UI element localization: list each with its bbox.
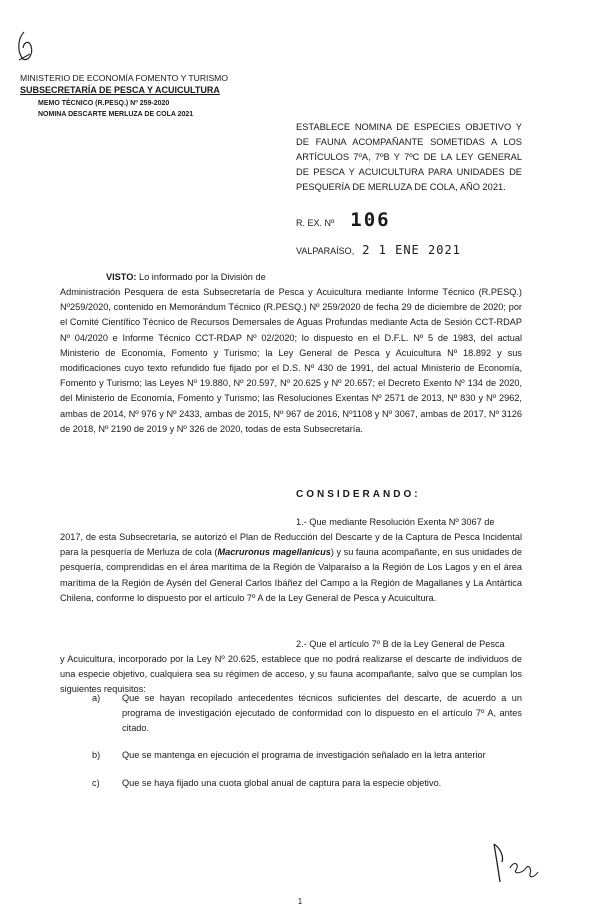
requirement-item [92, 776, 522, 791]
handwritten-signature [486, 838, 546, 890]
visto-first-line [106, 270, 522, 285]
ministry-name: MINISTERIO DE ECONOMÍA FOMENTO Y TURISMO [20, 73, 229, 83]
considerando-1-first-line: 1.- Que mediante Resolución Exenta Nº 3067 de [296, 517, 495, 527]
considerando-heading: CONSIDERANDO: [296, 489, 421, 500]
requirement-item [92, 748, 522, 763]
city: VALPARAÍSO, [296, 246, 355, 256]
visto-first-text: Lo informado por la División de [139, 272, 266, 282]
considerando-2-body: y Acuicultura, incorporado por la Ley Nº 20.625, establece que no podrá realizarse el descarte de individuos de una especie objetivo, cualquiera sea su régimen de acceso, y su fauna acompañante, salvo que se cumplan los siguientes requisitos: [60, 654, 522, 695]
date-stamp: 2 1 ENE 2021 [362, 243, 461, 257]
species-name: Macruronus magellanicus [217, 547, 331, 558]
visto-body: Administración Pesquera de esta Subsecretaría de Pesca y Acuicultura mediante Informe Técnico (R.PESQ.) Nº259/2020, contenido en Memorándum Técnico (R.PESQ.) Nº 259/2020 de fecha 29 de diciembre de 2020; por el Comité Científico Técnico de Recursos Demersales de Aguas Profundas mediante Acta de Sesión CCT-RDAP Nº 04/2020 e Informe Técnico CCT-RDAP Nº 02/2020; lo dispuesto en el D.F.L. Nº 5 de 1983, del actual Ministerio de Economía, Fomento y Turismo; la Ley General de Pesca y Acuicultura Nº 18.892 y sus modificaciones cuyo texto refundido fue fijado por el D.S. Nº 430 de 1991, del actual Ministerio de Economía, Fomento y Turismo; las Leyes Nº 19.880, Nº 20.597, Nº 20.625 y Nº 20.657; el Decreto Exento Nº 134 de 2020, del Ministerio de Economía, Fomento y Turismo; las Resoluciones Exentas Nº 2571 de 2013, Nº 830 y Nº 2962, ambas de 2014, Nº 976 y Nº 2433, ambas de 2015, Nº 967 de 2016, Nº1108 y Nº 3067, ambas de 2017, Nº 3126 de 2018, Nº 2190 de 2019 y Nº 326 de 2020, todas de esta Subsecretaría. [60, 287, 522, 434]
place-date-line [296, 243, 461, 257]
nomina-reference: NOMINA DESCARTE MERLUZA DE COLA 2021 [38, 111, 194, 118]
item-text: Que se mantenga en ejecución el programa de investigación señalado en la letra anterior [122, 750, 486, 760]
item-text: Que se haya fijado una cuota global anual de captura para la especie objetivo. [122, 778, 442, 788]
considerando-1-body [60, 530, 522, 606]
item-label: b) [92, 750, 101, 760]
document-title: ESTABLECE NOMINA DE ESPECIES OBJETIVO Y DE FAUNA ACOMPAÑANTE SOMETIDAS A LOS ARTÍCULOS 7ºA, 7ºB Y 7ºC DE LA LEY GENERAL DE PESCA Y ACUICULTURA PARA UNIDADES DE PESQUERÍA DE MERLUZA DE COLA, AÑO 2021. [296, 122, 522, 192]
requirement-item [92, 691, 522, 737]
page-number: 1 [297, 897, 303, 906]
handwritten-initials [14, 30, 38, 64]
visto-label: VISTO: [106, 272, 137, 282]
resolution-number: 106 [350, 209, 391, 231]
considerando-2-first-line: 2.- Que el artículo 7º B de la Ley General de Pesca [296, 639, 505, 649]
memo-reference: MEMO TÉCNICO (R.PESQ.) Nº 259-2020 [38, 100, 170, 107]
resolution-label: R. EX. Nº [296, 218, 335, 228]
item-label: a) [92, 693, 101, 703]
p1-post: ) y su fauna acompañante, en sus unidades de pesquería, comprendidas en el área marítima de la Región de Valparaíso a la Región de Los Lagos y en el área marítima de la Región de Aysén del General Carlos Ibáñez del Campo a la Región de Magallanes y La Antártica Chilena, conforme lo dispuesto por el artículo 7º A de la Ley General de Pesca y Acuicultura. [60, 547, 522, 603]
subsecretaria-name: SUBSECRETARÍA DE PESCA Y ACUICULTURA [20, 85, 220, 95]
resolution-number-line [296, 209, 391, 231]
item-text: Que se hayan recopilado antecedentes técnicos suficientes del descarte, de acuerdo a un programa de investigación ejecutado de conformidad con lo dispuesto en el artículo 7º A, antes citado. [122, 693, 522, 734]
p1-pre: 2017, de esta Subsecretaría, se autorizó el Plan de Reducción del Descarte y de la Captura de Pesca Incidental para la pesquería de Merluza de cola ( [60, 532, 522, 558]
item-label: c) [92, 778, 100, 788]
